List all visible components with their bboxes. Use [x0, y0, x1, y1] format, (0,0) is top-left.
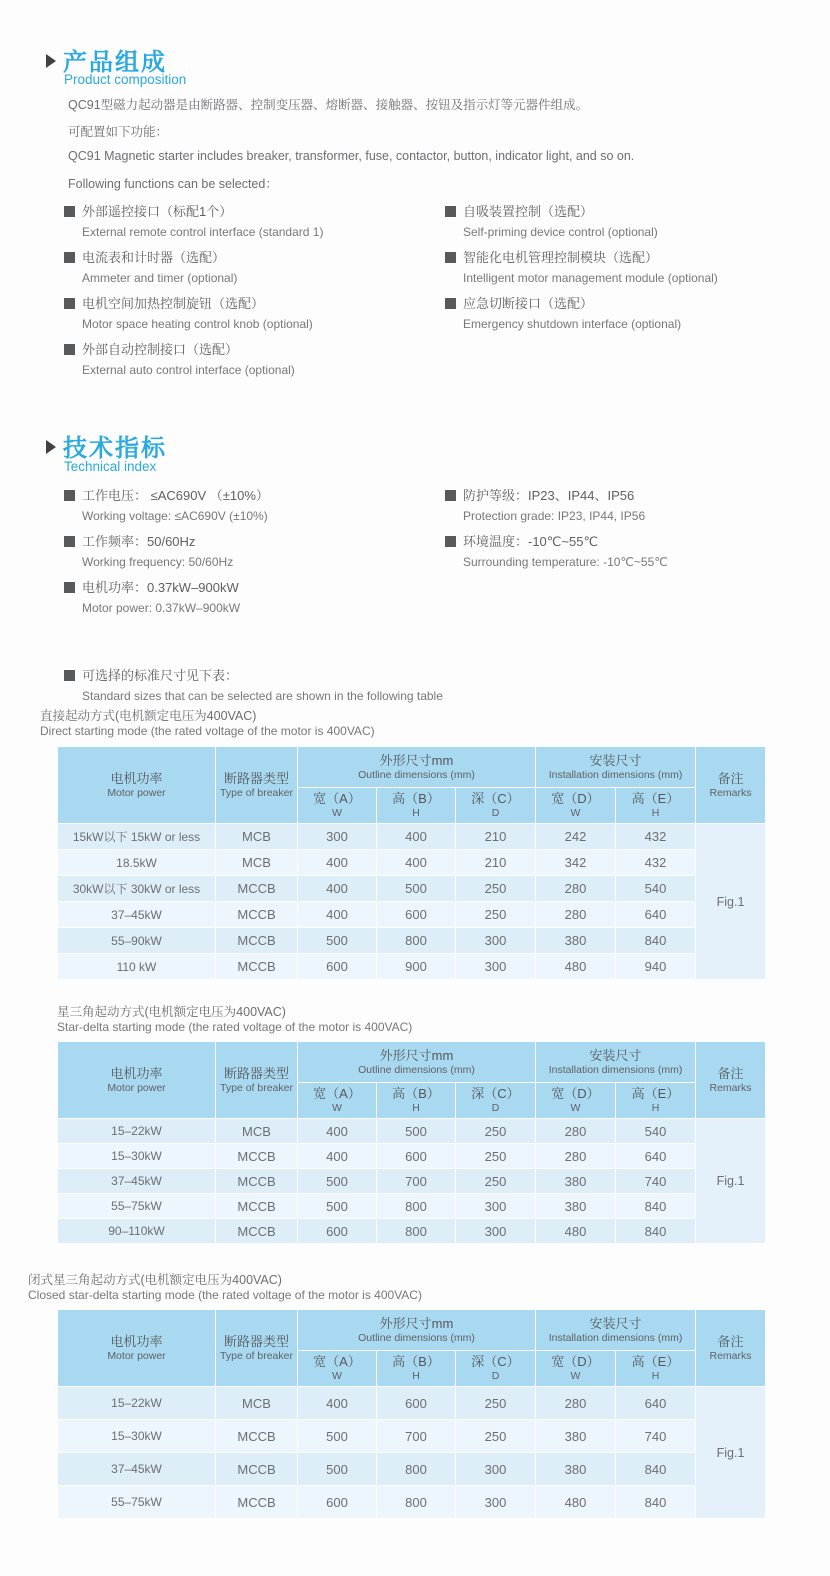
spec-label-zh: 环境温度：-10℃~55℃: [463, 534, 599, 549]
spec-list-left: [64, 486, 269, 624]
section-arrow-icon: [46, 440, 56, 454]
spec-label-zh: 防护等级：IP23、IP44、IP56: [463, 488, 635, 503]
spec-item: [64, 578, 269, 618]
intro-line-zh-2: 可配置如下功能：: [68, 125, 169, 139]
col-header-breaker-type: 断路器类型 Type of breaker: [216, 1042, 298, 1119]
col-header-remarks: 备注 Remarks: [696, 1042, 766, 1119]
motor-power-cell: 37–45kW: [58, 902, 216, 928]
feature-label-en: External auto control interface (optional): [82, 363, 295, 377]
dimension-cell: 250: [456, 1119, 536, 1144]
dimension-cell: 800: [377, 1219, 456, 1244]
col-header-height-e: 高（E） H: [616, 788, 696, 824]
sizes-note-zh: 可选择的标准尺寸见下表：: [82, 668, 239, 683]
section-arrow-icon: [46, 54, 56, 68]
dimension-cell: 280: [536, 902, 616, 928]
feature-label-en: Emergency shutdown interface (optional): [463, 317, 682, 331]
table1-caption-zh: 直接起动方式(电机额定电压为400VAC): [40, 709, 257, 723]
breaker-type-cell: MCB: [216, 1387, 298, 1420]
breaker-type-cell: MCCB: [216, 954, 298, 980]
spec-item: [64, 486, 269, 526]
dimension-cell: 280: [536, 876, 616, 902]
feature-item: [64, 294, 323, 334]
dimension-cell: 280: [536, 1387, 616, 1420]
dimension-cell: 640: [616, 1144, 696, 1169]
remarks-cell: Fig.1: [696, 824, 766, 980]
table-row: [58, 1387, 766, 1420]
table1-caption-en: Direct starting mode (the rated voltage of the motor is 400VAC): [40, 724, 375, 738]
breaker-type-cell: MCCB: [216, 1194, 298, 1219]
dimension-cell: 640: [616, 902, 696, 928]
bullet-square-icon: [445, 536, 456, 547]
dimension-cell: 500: [377, 876, 456, 902]
table-row: [58, 1219, 766, 1244]
bullet-square-icon: [445, 206, 456, 217]
bullet-square-icon: [64, 536, 75, 547]
table2-caption-zh: 星三角起动方式(电机额定电压为400VAC): [57, 1005, 286, 1019]
breaker-type-cell: MCCB: [216, 928, 298, 954]
col-header-width-d: 宽（D） W: [536, 788, 616, 824]
bullet-square-icon: [64, 252, 75, 263]
breaker-type-cell: MCCB: [216, 1219, 298, 1244]
col-header-height-e: 高（E） H: [616, 1083, 696, 1119]
bullet-square-icon: [64, 582, 75, 593]
table-row: [58, 1453, 766, 1486]
dimension-cell: 400: [298, 1119, 377, 1144]
dimension-cell: 940: [616, 954, 696, 980]
intro-line-en-2: Following functions can be selected：: [68, 177, 278, 191]
dimension-cell: 250: [456, 876, 536, 902]
feature-label-zh: 外部自动控制接口（选配）: [82, 342, 239, 357]
col-header-breaker-type: 断路器类型 Type of breaker: [216, 747, 298, 824]
table-row: [58, 1169, 766, 1194]
col-header-depth-c: 深（C） D: [456, 1351, 536, 1387]
dimension-cell: 500: [298, 1420, 377, 1453]
dimension-cell: 800: [377, 1453, 456, 1486]
col-header-width-d: 宽（D） W: [536, 1083, 616, 1119]
spec-label-zh: 工作频率：50/60Hz: [82, 534, 196, 549]
motor-power-cell: 18.5kW: [58, 850, 216, 876]
spec-label-zh: 工作电压： ≤AC690V （±10%）: [82, 488, 269, 503]
dimension-cell: 300: [456, 928, 536, 954]
feature-label-en: Motor space heating control knob (optional): [82, 317, 313, 331]
dimension-cell: 840: [616, 928, 696, 954]
bullet-square-icon: [64, 670, 75, 681]
col-header-depth-c: 深（C） D: [456, 1083, 536, 1119]
col-header-outline-dimensions: 外形尺寸mm Outline dimensions (mm): [298, 1310, 536, 1351]
dimension-cell: 480: [536, 1486, 616, 1519]
feature-list-right: [445, 202, 718, 340]
breaker-type-cell: MCB: [216, 824, 298, 850]
dimension-cell: 840: [616, 1194, 696, 1219]
dimension-cell: 280: [536, 1119, 616, 1144]
breaker-type-cell: MCCB: [216, 1169, 298, 1194]
dimension-cell: 342: [536, 850, 616, 876]
dimension-cell: 280: [536, 1144, 616, 1169]
sizes-note-en: Standard sizes that can be selected are shown in the following table: [82, 689, 443, 703]
spec-item: [445, 532, 668, 572]
dimension-cell: 540: [616, 1119, 696, 1144]
dimension-cell: 540: [616, 876, 696, 902]
dimension-cell: 210: [456, 824, 536, 850]
feature-item: [64, 248, 323, 288]
col-header-height-e: 高（E） H: [616, 1351, 696, 1387]
motor-power-cell: 15–22kW: [58, 1119, 216, 1144]
dimension-cell: 300: [298, 824, 377, 850]
table3-caption-en: Closed star-delta starting mode (the rated voltage of the motor is 400VAC): [28, 1288, 422, 1302]
dimension-cell: 480: [536, 1219, 616, 1244]
col-header-installation-dimensions: 安装尺寸 Installation dimensions (mm): [536, 747, 696, 788]
dimension-cell: 840: [616, 1486, 696, 1519]
bullet-square-icon: [445, 490, 456, 501]
breaker-type-cell: MCCB: [216, 1144, 298, 1169]
dimension-cell: 740: [616, 1420, 696, 1453]
spec-item: [445, 486, 668, 526]
motor-power-cell: 15–30kW: [58, 1420, 216, 1453]
table-row: [58, 1420, 766, 1453]
col-header-width-a: 宽（A） W: [298, 1351, 377, 1387]
dimension-cell: 500: [298, 1453, 377, 1486]
spec-list-right: [445, 486, 668, 578]
dimension-cell: 840: [616, 1453, 696, 1486]
table-row: [58, 954, 766, 980]
col-header-remarks: 备注 Remarks: [696, 747, 766, 824]
technical-title-en: Technical index: [64, 459, 157, 474]
dimension-cell: 600: [377, 902, 456, 928]
dimension-cell: 210: [456, 850, 536, 876]
dimension-cell: 300: [456, 1219, 536, 1244]
dimension-cell: 400: [298, 876, 377, 902]
dimension-cell: 250: [456, 1169, 536, 1194]
feature-item: [445, 294, 718, 334]
technical-title-zh: 技术指标: [63, 435, 167, 462]
sizes-table-star-delta: [57, 1041, 766, 1244]
dimension-cell: 800: [377, 1486, 456, 1519]
table-row: [58, 824, 766, 850]
feature-item: [64, 202, 323, 242]
breaker-type-cell: MCB: [216, 850, 298, 876]
col-header-breaker-type: 断路器类型 Type of breaker: [216, 1310, 298, 1387]
dimension-cell: 400: [298, 902, 377, 928]
dimension-cell: 250: [456, 1387, 536, 1420]
dimension-cell: 740: [616, 1169, 696, 1194]
feature-label-zh: 电机空间加热控制旋钮（选配）: [82, 296, 265, 311]
dimension-cell: 380: [536, 1420, 616, 1453]
dimension-cell: 300: [456, 954, 536, 980]
dimension-cell: 600: [298, 1219, 377, 1244]
col-header-remarks: 备注 Remarks: [696, 1310, 766, 1387]
dimension-cell: 380: [536, 1169, 616, 1194]
dimension-cell: 300: [456, 1194, 536, 1219]
bullet-square-icon: [64, 206, 75, 217]
motor-power-cell: 37–45kW: [58, 1169, 216, 1194]
spec-label-en: Working frequency: 50/60Hz: [82, 555, 234, 569]
dimension-cell: 400: [377, 824, 456, 850]
table-row: [58, 1486, 766, 1519]
dimension-cell: 500: [298, 1169, 377, 1194]
dimension-cell: 250: [456, 1420, 536, 1453]
dimension-cell: 400: [298, 1144, 377, 1169]
dimension-cell: 400: [298, 1387, 377, 1420]
motor-power-cell: 15–30kW: [58, 1144, 216, 1169]
dimension-cell: 800: [377, 928, 456, 954]
dimension-cell: 500: [377, 1119, 456, 1144]
dimension-cell: 300: [456, 1486, 536, 1519]
spec-label-zh: 电机功率：0.37kW–900kW: [82, 580, 239, 595]
breaker-type-cell: MCB: [216, 1119, 298, 1144]
spec-label-en: Working voltage: ≤AC690V (±10%): [82, 509, 268, 523]
motor-power-cell: 90–110kW: [58, 1219, 216, 1244]
motor-power-cell: 55–75kW: [58, 1486, 216, 1519]
col-header-width-a: 宽（A） W: [298, 788, 377, 824]
dimension-cell: 400: [298, 850, 377, 876]
dimension-cell: 900: [377, 954, 456, 980]
table3-caption-zh: 闭式星三角起动方式(电机额定电压为400VAC): [28, 1273, 282, 1287]
bullet-square-icon: [64, 490, 75, 501]
col-header-motor-power: 电机功率 Motor power: [58, 747, 216, 824]
table-row: [58, 850, 766, 876]
col-header-height-b: 高（B） H: [377, 1083, 456, 1119]
table-row: [58, 876, 766, 902]
bullet-square-icon: [445, 298, 456, 309]
table-row: [58, 1144, 766, 1169]
dimension-cell: 432: [616, 850, 696, 876]
dimension-cell: 640: [616, 1387, 696, 1420]
motor-power-cell: 55–75kW: [58, 1194, 216, 1219]
bullet-square-icon: [64, 298, 75, 309]
breaker-type-cell: MCCB: [216, 1453, 298, 1486]
dimension-cell: 600: [377, 1387, 456, 1420]
spec-label-en: Protection grade: IP23, IP44, IP56: [463, 509, 646, 523]
dimension-cell: 300: [456, 1453, 536, 1486]
dimension-cell: 250: [456, 902, 536, 928]
motor-power-cell: 110 kW: [58, 954, 216, 980]
col-header-width-a: 宽（A） W: [298, 1083, 377, 1119]
table-row: [58, 1194, 766, 1219]
dimension-cell: 500: [298, 1194, 377, 1219]
dimension-cell: 600: [298, 954, 377, 980]
dimension-cell: 600: [298, 1486, 377, 1519]
dimension-cell: 800: [377, 1194, 456, 1219]
col-header-depth-c: 深（C） D: [456, 788, 536, 824]
table2-caption-en: Star-delta starting mode (the rated voltage of the motor is 400VAC): [57, 1020, 413, 1034]
sizes-table-closed-star-delta: [57, 1309, 766, 1519]
table-row: [58, 902, 766, 928]
dimension-cell: 840: [616, 1219, 696, 1244]
dimension-cell: 380: [536, 1453, 616, 1486]
remarks-cell: Fig.1: [696, 1119, 766, 1244]
dimension-cell: 700: [377, 1169, 456, 1194]
spec-label-en: Motor power: 0.37kW–900kW: [82, 601, 241, 615]
sizes-note: [64, 666, 443, 706]
remarks-cell: Fig.1: [696, 1387, 766, 1519]
feature-label-en: Self-priming device control (optional): [463, 225, 658, 239]
col-header-outline-dimensions: 外形尺寸mm Outline dimensions (mm): [298, 747, 536, 788]
col-header-installation-dimensions: 安装尺寸 Installation dimensions (mm): [536, 1310, 696, 1351]
spec-item: [64, 532, 269, 572]
dimension-cell: 500: [298, 928, 377, 954]
feature-label-en: Intelligent motor management module (optional): [463, 271, 718, 285]
bullet-square-icon: [64, 344, 75, 355]
intro-line-zh-1: QC91型磁力起动器是由断路器、控制变压器、熔断器、接触器、按钮及指示灯等元器件组成。: [68, 98, 589, 112]
table-row: [58, 1119, 766, 1144]
feature-label-zh: 智能化电机管理控制模块（选配）: [463, 250, 659, 265]
dimension-cell: 250: [456, 1144, 536, 1169]
motor-power-cell: 15–22kW: [58, 1387, 216, 1420]
feature-label-zh: 应急切断接口（选配）: [463, 296, 594, 311]
dimension-cell: 432: [616, 824, 696, 850]
feature-label-en: External remote control interface (standard 1): [82, 225, 324, 239]
col-header-installation-dimensions: 安装尺寸 Installation dimensions (mm): [536, 1042, 696, 1083]
feature-item: [64, 340, 323, 380]
motor-power-cell: 30kW以下 30kW or less: [58, 876, 216, 902]
bullet-square-icon: [445, 252, 456, 263]
product-title-zh: 产品组成: [63, 49, 167, 76]
intro-line-en-1: QC91 Magnetic starter includes breaker, transformer, fuse, contactor, button, indicator light, and so on.: [68, 149, 635, 163]
technical-index-heading: [46, 428, 167, 463]
dimension-cell: 400: [377, 850, 456, 876]
feature-list-left: [64, 202, 323, 386]
sizes-table-direct-starting: [57, 746, 766, 980]
col-header-motor-power: 电机功率 Motor power: [58, 1042, 216, 1119]
motor-power-cell: 55–90kW: [58, 928, 216, 954]
col-header-height-b: 高（B） H: [377, 1351, 456, 1387]
motor-power-cell: 15kW以下 15kW or less: [58, 824, 216, 850]
breaker-type-cell: MCCB: [216, 876, 298, 902]
dimension-cell: 480: [536, 954, 616, 980]
feature-label-en: Ammeter and timer (optional): [82, 271, 238, 285]
spec-label-en: Surrounding temperature: -10℃~55℃: [463, 555, 668, 569]
product-title-en: Product composition: [64, 72, 187, 87]
feature-item: [445, 248, 718, 288]
col-header-width-d: 宽（D） W: [536, 1351, 616, 1387]
feature-label-zh: 自吸装置控制（选配）: [463, 204, 594, 219]
feature-item: [445, 202, 718, 242]
dimension-cell: 600: [377, 1144, 456, 1169]
dimension-cell: 380: [536, 928, 616, 954]
motor-power-cell: 37–45kW: [58, 1453, 216, 1486]
feature-label-zh: 外部遥控接口（标配1个）: [82, 204, 233, 219]
col-header-motor-power: 电机功率 Motor power: [58, 1310, 216, 1387]
dimension-cell: 700: [377, 1420, 456, 1453]
col-header-height-b: 高（B） H: [377, 788, 456, 824]
breaker-type-cell: MCCB: [216, 1420, 298, 1453]
table-row: [58, 928, 766, 954]
dimension-cell: 242: [536, 824, 616, 850]
col-header-outline-dimensions: 外形尺寸mm Outline dimensions (mm): [298, 1042, 536, 1083]
dimension-cell: 380: [536, 1194, 616, 1219]
breaker-type-cell: MCCB: [216, 902, 298, 928]
feature-label-zh: 电流表和计时器（选配）: [82, 250, 226, 265]
breaker-type-cell: MCCB: [216, 1486, 298, 1519]
